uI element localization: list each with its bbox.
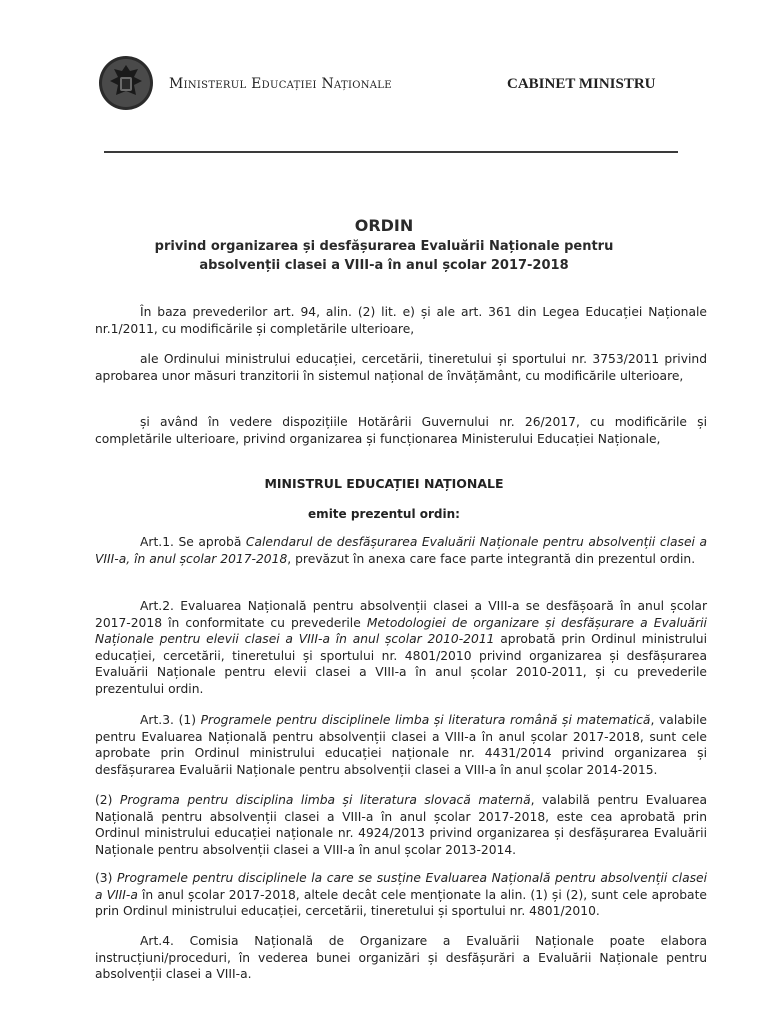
article-4: Art.4. Comisia Națională de Organizare a Evaluării Naționale poate elabora instrucțiuni/proceduri, în vederea bunei organizări și desfășurări a Evaluării Naționale pentru absolvenții clasei a VIII-a. [95, 934, 707, 981]
ministry-name: Ministerul Educației Naționale [169, 76, 392, 92]
article-2-label: Art.2. [140, 599, 174, 613]
article-2: Art.2. Evaluarea Națională pentru absolvenții clasei a VIII-a se desfășoară în anul școlar 2017-2018 în conformitate cu prevederile Metodologiei de organizare și desfășurare a Evaluării Naționale pentru elevii clasei a VIII-a în anul școlar 2010-2011 aprobată prin Ordinul ministrului educației, cercetării, tineretului și sportului nr. 4801/2010 privind organizarea și desfășurarea Evaluării Naționale pentru elevii clasei a VIII-a în anul școlar 2010-2011, și cu prevederile prezentului ordin. [95, 599, 707, 696]
article-3-paragraph-3: (3) Programele pentru disciplinele la care se susține Evaluarea Națională pentru absolvenții clasei a VIII-a în anul școlar 2017-2018, altele decât cele menționate la alin. (1) și (2), sunt cele aprobate prin Ordinul ministrului educației, cercetării, tineretului și sportului nr. 4801/2010. [95, 871, 707, 918]
preamble-paragraph-1: În baza prevederilor art. 94, alin. (2) lit. e) și ale art. 361 din Legea Educației Naționale nr.1/2011, cu modificările și completările ulterioare, [95, 305, 707, 336]
document-subtitle-line2: absolvenții clasei a VIII-a în anul școlar 2017-2018 [199, 258, 569, 273]
article-1: Art.1. Se aprobă Calendarul de desfășurarea Evaluării Naționale pentru absolvenții clasei a VIII-a, în anul școlar 2017-2018, prevăzut în anexa care face parte integrantă din prezentul ordin. [95, 535, 707, 566]
article-3-paragraph-2: (2) Programa pentru disciplina limba și literatura slovacă maternă, valabilă pentru Evaluarea Națională pentru absolvenții clasei a VIII-a în anul școlar 2017-2018, este cea aprobată prin Ordinul ministrului educației naționale nr. 4924/2013 privind organizarea și desfășurarea Evaluării Naționale pentru absolvenții clasei a VIII-a în anul școlar 2013-2014. [95, 793, 707, 857]
romanian-coat-of-arms-icon [98, 55, 154, 111]
preamble-paragraph-3: și având în vedere dispozițiile Hotărârii Guvernului nr. 26/2017, cu modificările și completările ulterioare, privind organizarea și funcționarea Ministerului Educației Naționale, [95, 415, 707, 446]
document-title: ORDIN [354, 216, 414, 235]
article-3-label: Art.3. [140, 713, 174, 727]
document-subtitle-line1: privind organizarea și desfășurarea Evaluării Naționale pentru [154, 239, 614, 254]
preamble-paragraph-2: ale Ordinului ministrului educației, cercetării, tineretului și sportului nr. 3753/2011 privind aprobarea unor măsuri tranzitorii în sistemul național de învățământ, cu modificările ulterioare, [95, 352, 707, 383]
cabinet-label: CABINET MINISTRU [507, 76, 656, 92]
article-1-label: Art.1. [140, 535, 174, 549]
article-4-label: Art.4. [140, 934, 174, 948]
emits-order-line: emite prezentul ordin: [308, 507, 460, 521]
article-3-paragraph-1: Art.3. (1) Programele pentru disciplinele limba și literatura română și matematică, valabile pentru Evaluarea Națională pentru absolvenții clasei a VIII-a în anul școlar 2017-2018, sunt cele aprobate prin Ordinul ministrului educației naționale nr. 4431/2014 privind organizarea și desfășurarea Evaluării Naționale pentru absolvenții clasei a VIII-a în anul școlar 2014-2015. [95, 713, 707, 777]
header-divider [104, 151, 678, 153]
issuer-heading: MINISTRUL EDUCAȚIEI NAȚIONALE [264, 476, 504, 491]
